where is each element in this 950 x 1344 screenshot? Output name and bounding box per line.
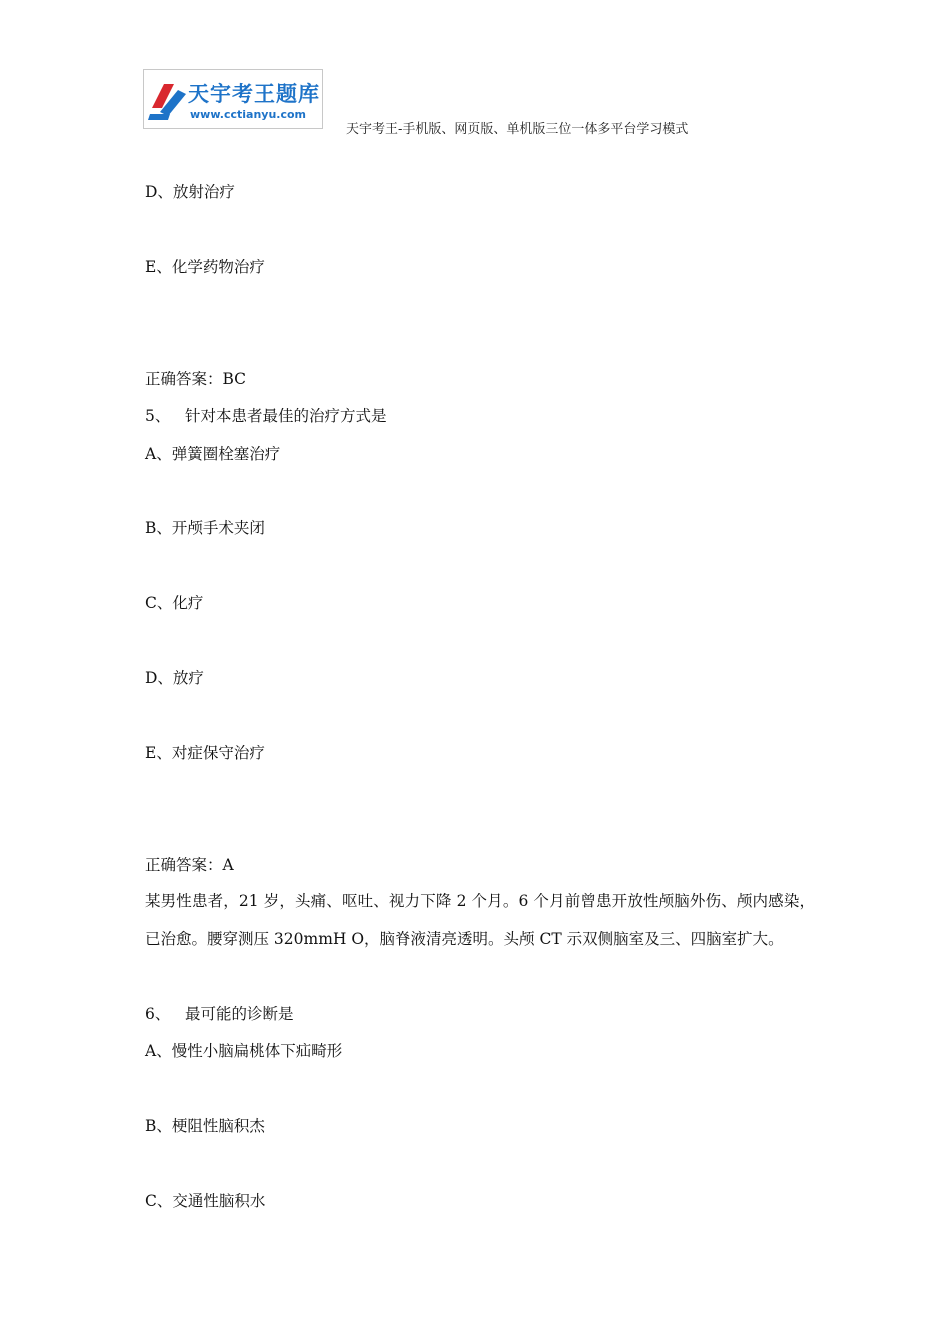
q4-option-d: D、放射治疗 xyxy=(145,183,235,201)
q5-option-d: D、放疗 xyxy=(145,669,204,687)
header-tagline: 天宇考王-手机版、网页版、单机版三位一体多平台学习模式 xyxy=(346,122,689,137)
logo-title: 天宇考王题库 xyxy=(188,82,320,106)
q6-number: 6、 xyxy=(145,1005,171,1023)
q4-answer: 正确答案：BC xyxy=(145,370,247,388)
q5-option-b: B、开颅手术夹闭 xyxy=(145,519,265,537)
q5-option-c: C、化疗 xyxy=(145,594,204,612)
q5-stem: 针对本患者最佳的治疗方式是 xyxy=(185,407,387,425)
q5-number: 5、 xyxy=(145,407,171,425)
q6-option-c: C、交通性脑积水 xyxy=(145,1192,266,1210)
q6-stem-line xyxy=(145,1004,294,1024)
q5-option-a: A、弹簧圈栓塞治疗 xyxy=(145,445,281,463)
logo-url: www.cctianyu.com xyxy=(190,108,307,121)
q4-option-e: E、化学药物治疗 xyxy=(145,258,265,276)
q5-option-e: E、对症保守治疗 xyxy=(145,744,265,762)
q6-option-a: A、慢性小脑扁桃体下疝畸形 xyxy=(145,1042,343,1060)
q6-stem: 最可能的诊断是 xyxy=(185,1005,294,1023)
case-description: 某男性患者，21 岁，头痛、呕吐、视力下降 2 个月。6 个月前曾患开放性颅脑外伤、颅内感染，已治愈。腰穿测压 320mmH O，脑脊液清亮透明。头颅 CT 示双侧脑室及三、四脑室扩大。 xyxy=(145,892,815,948)
q5-stem-line xyxy=(145,406,387,426)
site-logo[interactable] xyxy=(143,69,323,129)
q5-answer: 正确答案：A xyxy=(145,856,234,874)
q6-option-b: B、梗阻性脑积杰 xyxy=(145,1117,265,1135)
logo-mark-icon xyxy=(148,78,188,122)
